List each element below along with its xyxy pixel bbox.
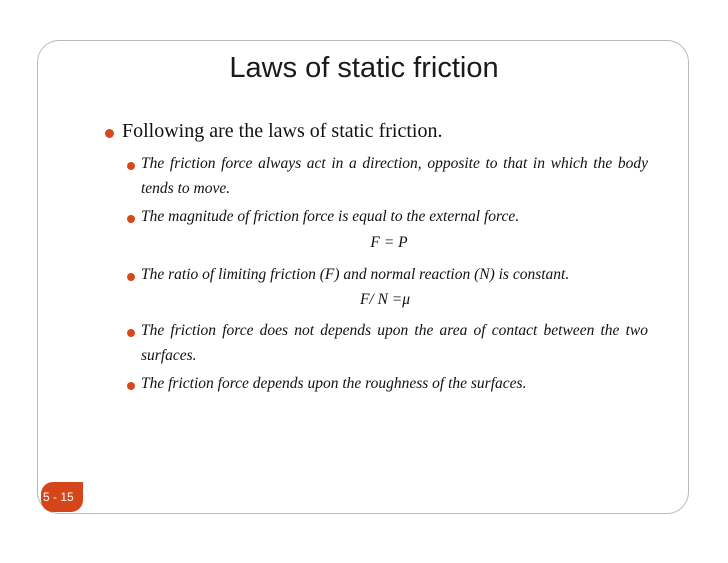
bullet-dot [127,162,135,170]
page-number-badge: 5 - 15 [41,482,83,512]
equation-friction-coefficient: F/ N =μ [359,291,411,308]
law-1-line-2: tends to move. [141,180,231,197]
law-5-text: The friction force depends upon the roughness of the surfaces. [141,375,527,392]
intro-text: Following are the laws of static friction. [122,120,443,142]
law-1-line-1: The friction force always act in a direction, opposite to that in which the body [141,155,648,172]
law-2-text: The magnitude of friction force is equal to the external force. [141,208,520,225]
bullet-dot [127,215,135,223]
law-3-text: The ratio of limiting friction (F) and normal reaction (N) is constant. [141,266,570,283]
bullet-dot [105,129,114,138]
bullet-dot [127,329,135,337]
law-4-line-1: The friction force does not depends upon the area of contact between the two [141,322,648,339]
bullet-dot [127,273,135,281]
law-4-line-2: surfaces. [141,347,197,364]
bullet-dot [127,382,135,390]
equation-f-equals-p: F = P [370,234,408,251]
slide-title: Laws of static friction [229,52,499,84]
